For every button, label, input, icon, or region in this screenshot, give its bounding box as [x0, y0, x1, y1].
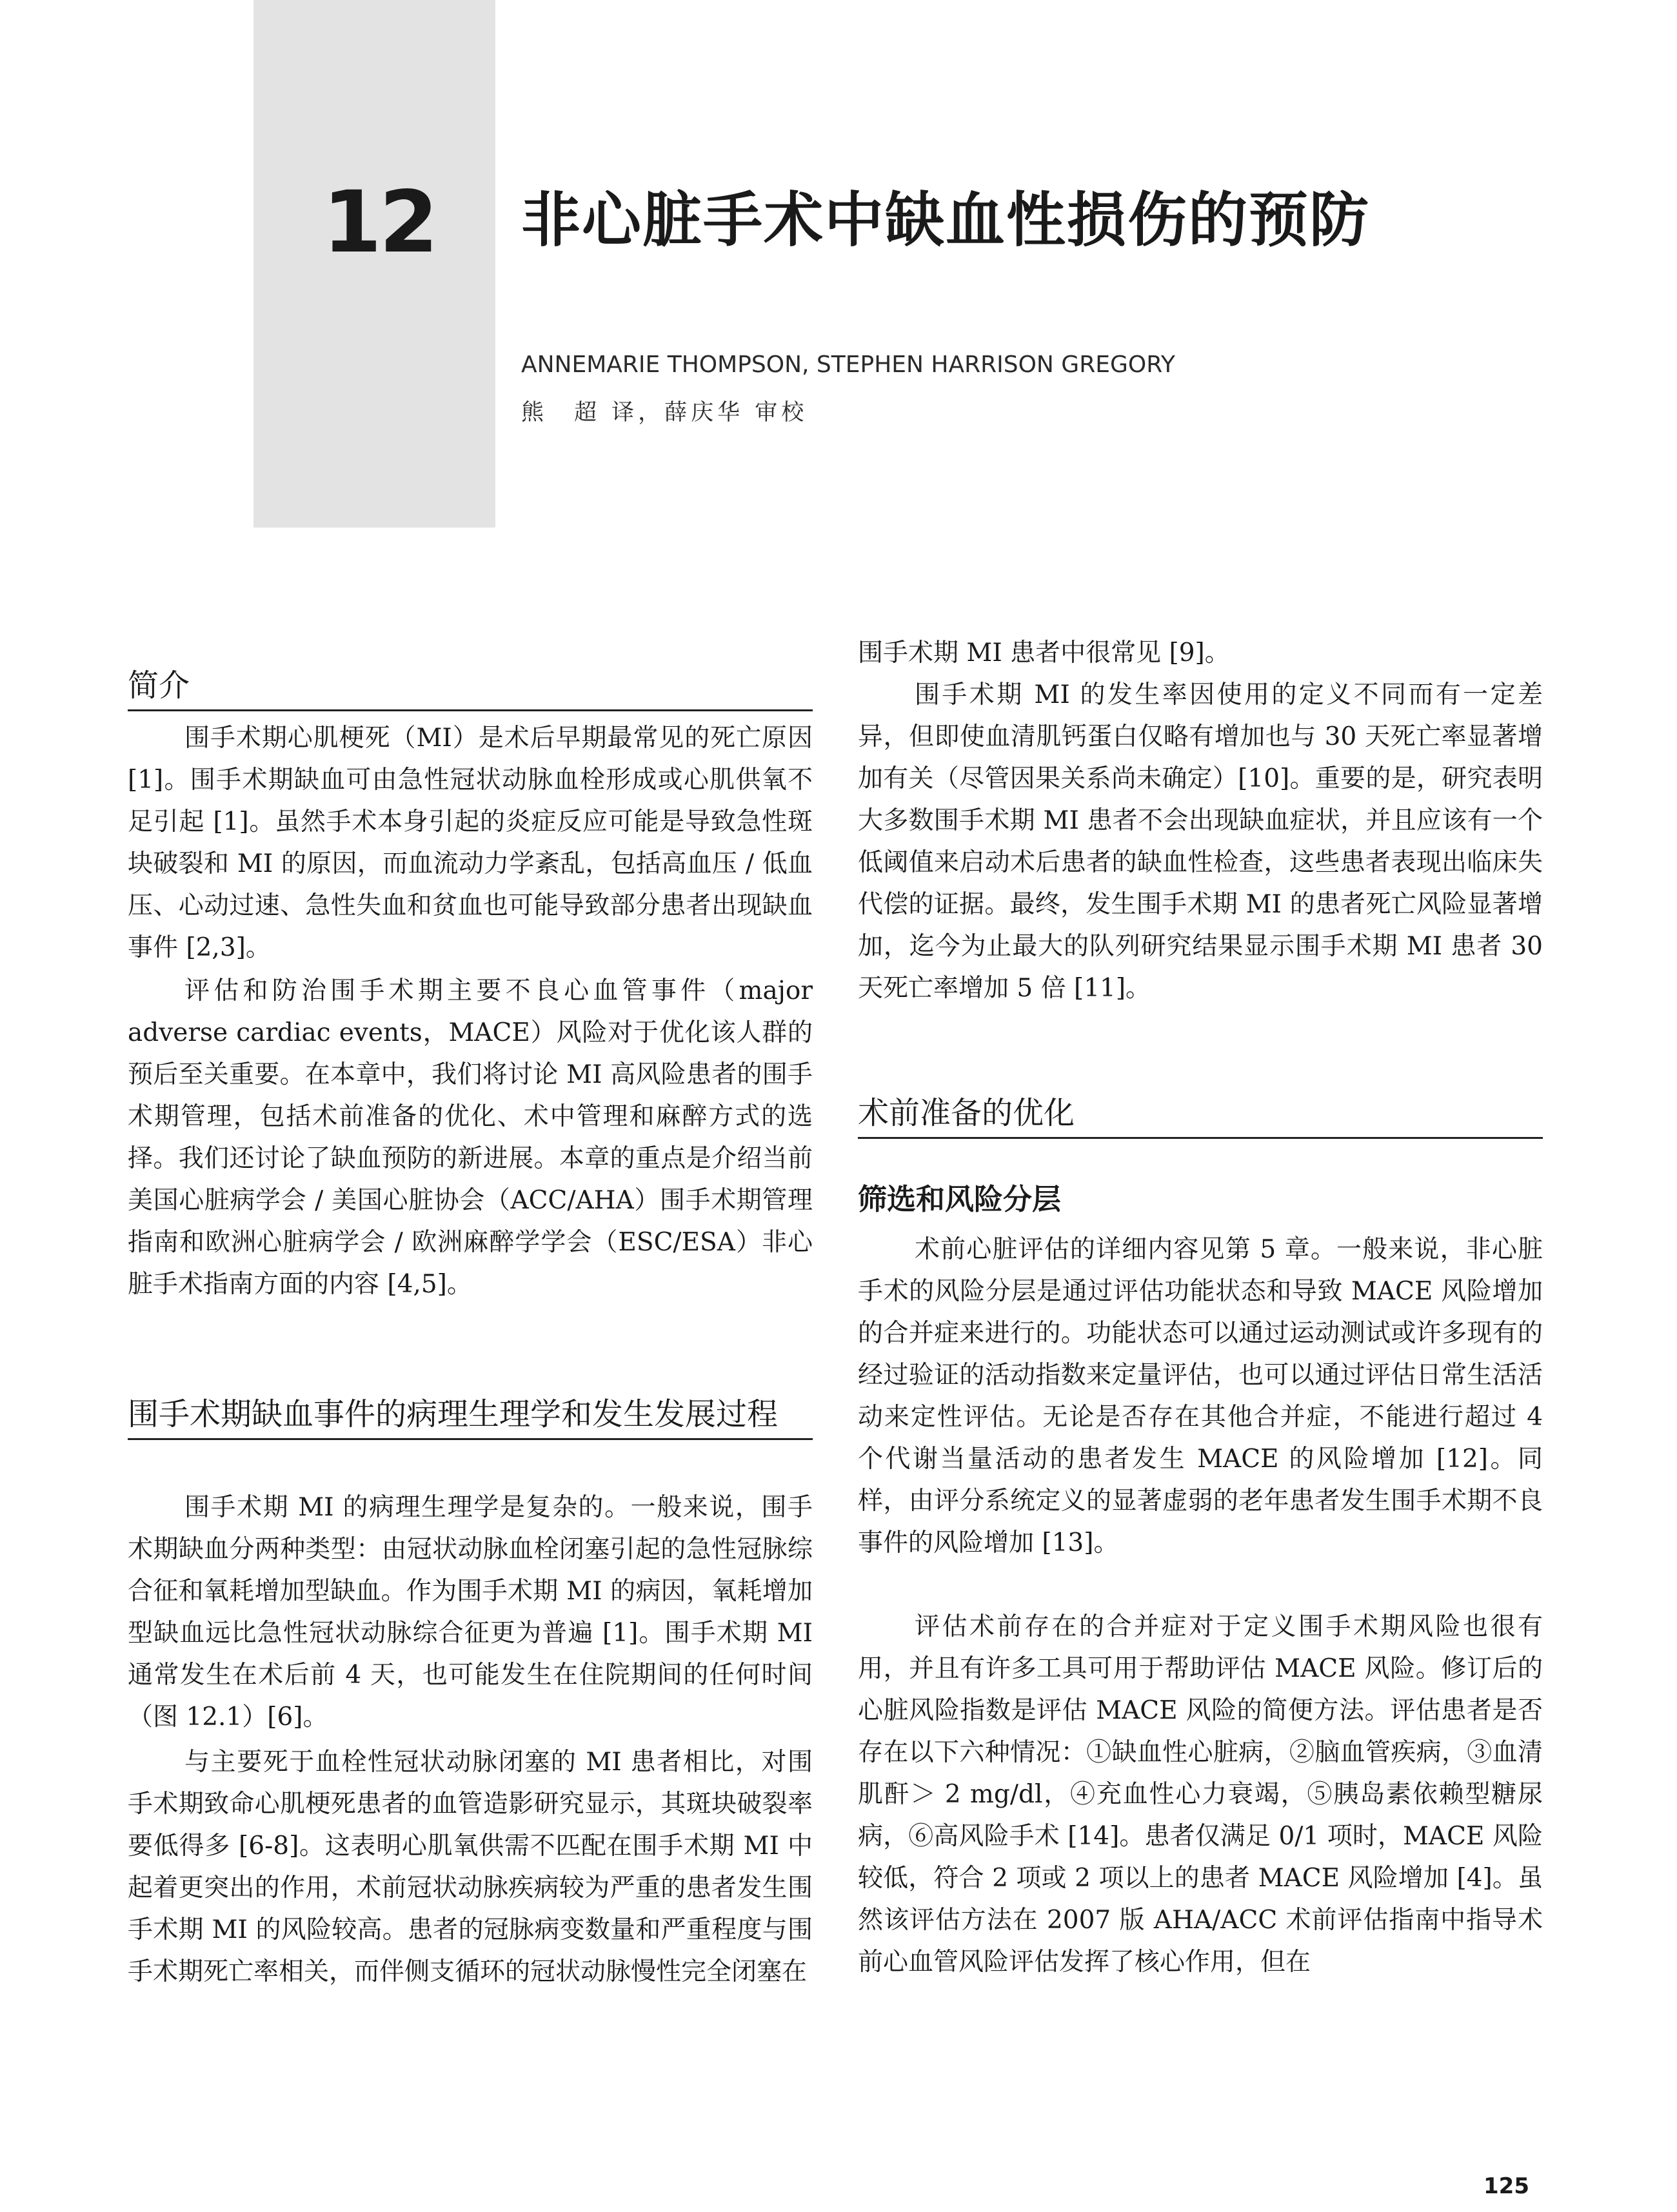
- chapter-number: 12: [322, 173, 436, 272]
- chapter-title: 非心脏手术中缺血性损伤的预防: [521, 186, 1371, 255]
- screening-paragraph-1: 术前心脏评估的详细内容见第 5 章。一般来说，非心脏手术的风险分层是通过评估功能状态和导致 MACE 风险增加的合并症来进行的。功能状态可以通过运动测试或许多现有的经过验证的活动指数来定量评估，也可以通过评估日常生活活动来定性评估。无论是否存在其他合并症，不能进行超过 4 个代谢当量活动的患者发生 MACE 的风险增加 [12]。同样，由评分系统定义的显著虚弱的老年患者发生围手术期不良事件的风险增加 [13]。: [858, 1235, 1543, 1557]
- continued-paragraph: 围手术期 MI 患者中很常见 [9]。: [858, 638, 1230, 667]
- chapter-authors: ANNEMARIE THOMPSON, STEPHEN HARRISON GREGORY: [521, 351, 1175, 378]
- chapter-translators: 熊 超 译，薛庆华 审校: [521, 400, 808, 426]
- page-number: 125: [1484, 2173, 1529, 2199]
- section-heading-intro: 简介: [128, 664, 813, 711]
- subsection-heading-screening: 筛选和风险分层: [858, 1182, 1062, 1216]
- patho-paragraph-2: 与主要死于血栓性冠状动脉闭塞的 MI 患者相比，对围手术期致命心肌梗死患者的血管造影研究显示，其斑块破裂率要低得多 [6-8]。这表明心肌氧供需不匹配在围手术期 MI 中起着更突出的作用，术前冠状动脉疾病较为严重的患者发生围手术期 MI 的风险较高。患者的冠脉病变数量和严重程度与围手术期死亡率相关，而伴侧支循环的冠状动脉慢性完全闭塞在: [128, 1748, 813, 1986]
- section-heading-pathophysiology: 围手术期缺血事件的病理生理学和发生发展过程: [128, 1393, 813, 1440]
- screening-paragraph-2: 评估术前存在的合并症对于定义围手术期风险也很有用，并且有许多工具可用于帮助评估 MACE 风险。修订后的心脏风险指数是评估 MACE 风险的简便方法。评估患者是否存在以下六种情况：①缺血性心脏病，②脑血管疾病，③血清肌酐＞ 2 mg/dl，④充血性心力衰竭，⑤胰岛素依赖型糖尿病，⑥高风险手术 [14]。患者仅满足 0/1 项时，MACE 风险较低，符合 2 项或 2 项以上的患者 MACE 风险增加 [4]。虽然该评估方法在 2007 版 AHA/ACC 术前评估指南中指导术前心血管风险评估发挥了核心作用，但在: [858, 1612, 1543, 1977]
- incidence-paragraph: 围手术期 MI 的发生率因使用的定义不同而有一定差异，但即使血清肌钙蛋白仅略有增加也与 30 天死亡率显著增加有关（尽管因果关系尚未确定）[10]。重要的是，研究表明大多数围手术期 MI 患者不会出现缺血症状，并且应该有一个低阈值来启动术后患者的缺血性检查，这些患者表现出临床失代偿的证据。最终，发生围手术期 MI 的患者死亡风险显著增加，迄今为止最大的队列研究结果显示围手术期 MI 患者 30 天死亡率增加 5 倍 [11]。: [858, 680, 1543, 1003]
- intro-paragraph-2: 评估和防治围手术期主要不良心血管事件（major adverse cardiac events，MACE）风险对于优化该人群的预后至关重要。在本章中，我们将讨论 MI 高风险患者的围手术期管理，包括术前准备的优化、术中管理和麻醉方式的选择。我们还讨论了缺血预防的新进展。本章的重点是介绍当前美国心脏病学会 / 美国心脏协会（ACC/AHA）围手术期管理指南和欧洲心脏病学会 / 欧洲麻醉学学会（ESC/ESA）非心脏手术指南方面的内容 [4,5]。: [128, 976, 813, 1299]
- intro-paragraph-1: 围手术期心肌梗死（MI）是术后早期最常见的死亡原因 [1]。围手术期缺血可由急性冠状动脉血栓形成或心肌供氧不足引起 [1]。虽然手术本身引起的炎症反应可能是导致急性斑块破裂和 MI 的原因，而血流动力学紊乱，包括高血压 / 低血压、心动过速、急性失血和贫血也可能导致部分患者出现缺血事件 [2,3]。: [128, 724, 813, 962]
- section-heading-preop: 术前准备的优化: [858, 1092, 1543, 1139]
- patho-paragraph-1: 围手术期 MI 的病理生理学是复杂的。一般来说，围手术期缺血分两种类型：由冠状动脉血栓闭塞引起的急性冠脉综合征和氧耗增加型缺血。作为围手术期 MI 的病因，氧耗增加型缺血远比急性冠状动脉综合征更为普遍 [1]。围手术期 MI 通常发生在术后前 4 天，也可能发生在住院期间的任何时间（图 12.1）[6]。: [128, 1493, 813, 1732]
